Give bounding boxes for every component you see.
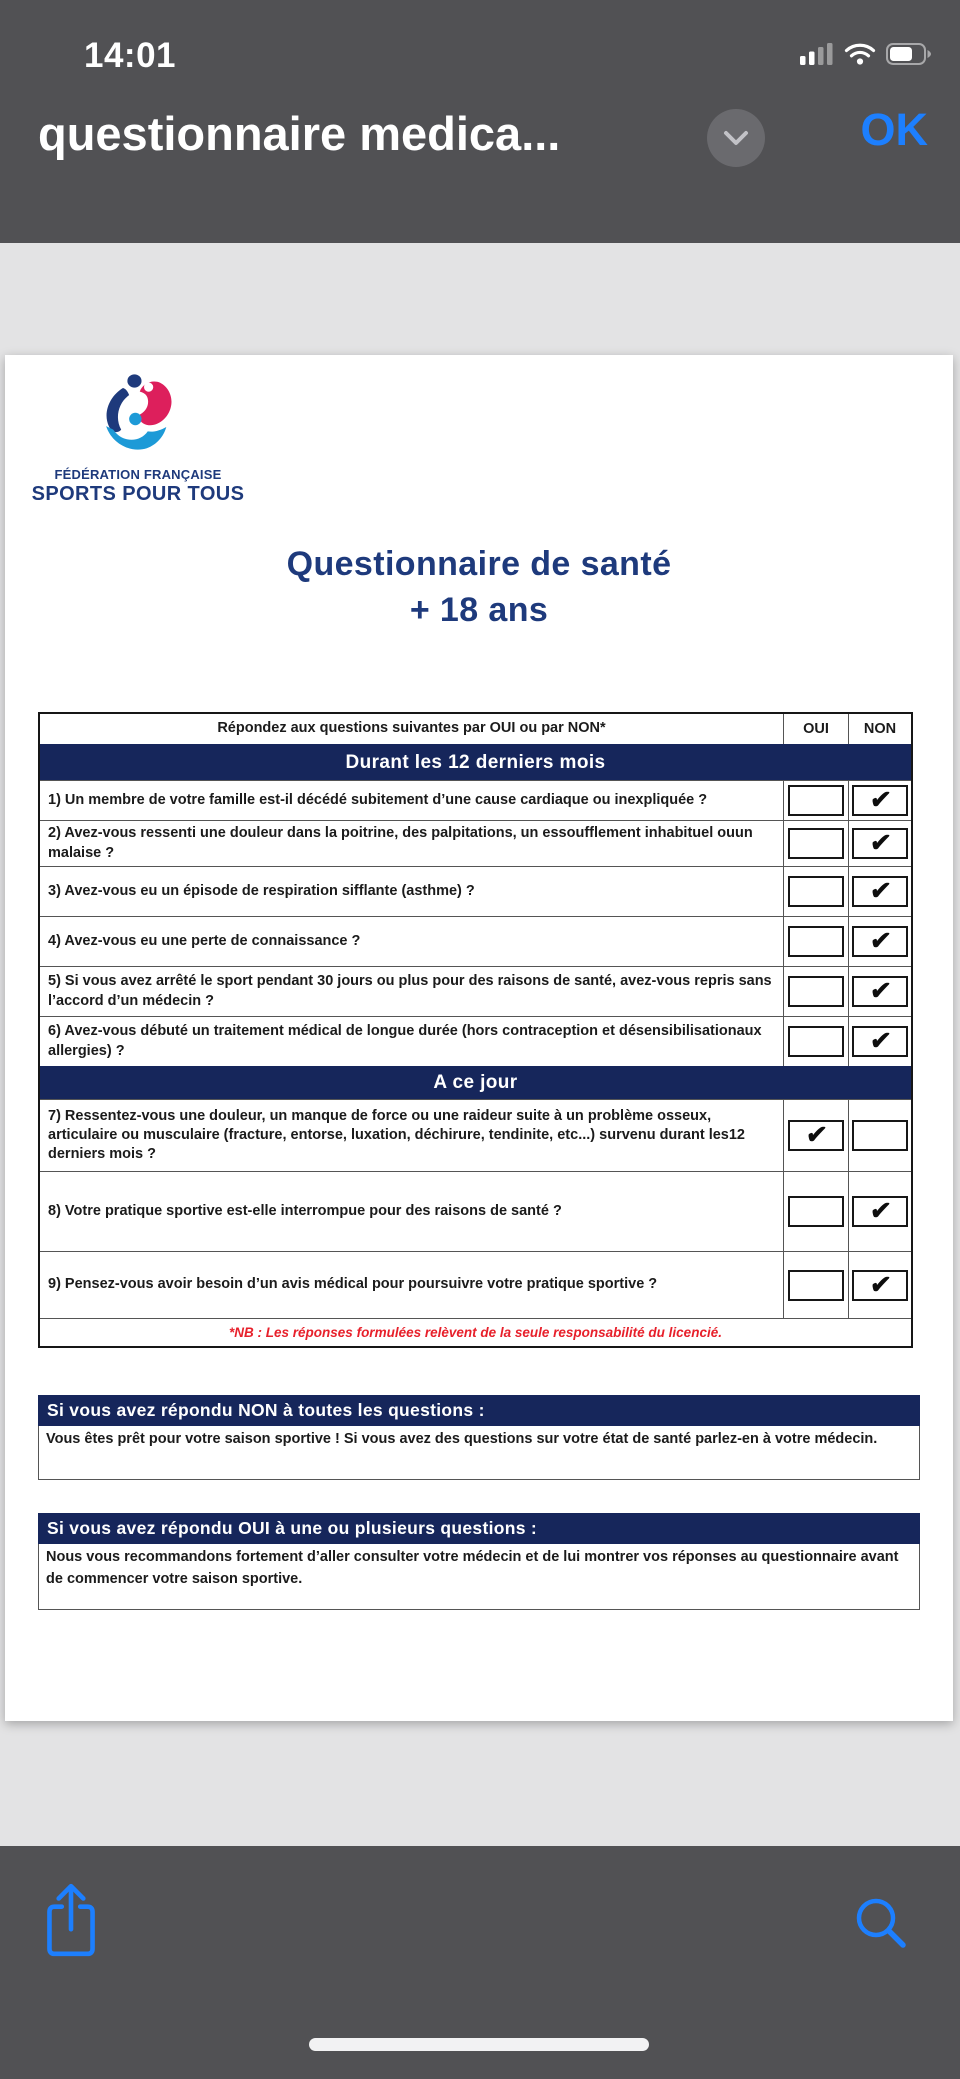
question-text: 4) Avez-vous eu une perte de connaissance ? — [48, 932, 361, 949]
share-button[interactable] — [42, 1880, 100, 1963]
cellular-signal-icon — [800, 43, 834, 65]
checkbox-non-q9[interactable] — [852, 1270, 908, 1301]
table-section-band-12months: Durant les 12 derniers mois — [40, 744, 911, 780]
checkbox-oui-q6[interactable] — [788, 1026, 844, 1057]
check-mark: ✔ — [868, 927, 892, 955]
table-section-band-today: A ce jour — [40, 1066, 911, 1099]
status-time: 14:01 — [84, 36, 177, 75]
header-question-label: Répondez aux questions suivantes par OUI ou par NON* — [217, 720, 606, 737]
question-text: 3) Avez-vous eu un épisode de respiration sifflante (asthme) ? — [48, 882, 475, 899]
bottom-toolbar — [0, 1846, 960, 2079]
result-oui-body: Nous vous recommandons fortement d’aller consulter votre médecin et de lui montrer vos réponses au questionnaire avant de commencer votre saison sportive. — [38, 1544, 920, 1610]
chevron-down-icon — [723, 130, 749, 147]
table-row-q1 — [40, 780, 911, 820]
sports-pour-tous-logo-icon — [93, 373, 183, 465]
table-row-q5 — [40, 966, 911, 1016]
checkbox-oui-q7[interactable] — [788, 1120, 844, 1151]
table-row-q8 — [40, 1171, 911, 1251]
check-mark: ✔ — [868, 1270, 892, 1299]
header-non-label: NON — [848, 714, 911, 744]
checkbox-non-q5[interactable] — [852, 976, 908, 1007]
title-line2: + 18 ans — [409, 591, 549, 629]
checkbox-non-q8[interactable] — [852, 1196, 908, 1227]
check-mark: ✔ — [868, 1027, 892, 1055]
checkbox-oui-q8[interactable] — [788, 1196, 844, 1227]
table-header-row — [40, 714, 911, 744]
document-page — [5, 355, 953, 1721]
checkbox-oui-q9[interactable] — [788, 1270, 844, 1301]
check-mark: ✔ — [868, 977, 892, 1005]
title-dropdown-button[interactable] — [707, 109, 765, 167]
search-button[interactable] — [852, 1894, 910, 1955]
question-text: 7) Ressentez-vous une douleur, un manque de force ou une raideur suite à un problème osseux, articulaire ou musculaire (fracture, entorse, luxation, déchirure, tendinite, etc...) survenu durant les12 derniers mois ? — [48, 1107, 745, 1163]
wifi-icon — [844, 42, 876, 65]
table-footnote: *NB : Les réponses formulées relèvent de la seule responsabilité du licencié. — [40, 1318, 911, 1346]
result-section-oui — [38, 1513, 920, 1610]
checkbox-non-q6[interactable] — [852, 1026, 908, 1057]
result-non-heading: Si vous avez répondu NON à toutes les questions : — [38, 1395, 920, 1426]
check-mark: ✔ — [868, 877, 892, 905]
checkbox-oui-q4[interactable] — [788, 926, 844, 957]
top-chrome — [0, 0, 960, 243]
checkbox-oui-q5[interactable] — [788, 976, 844, 1007]
checkbox-non-q1[interactable] — [852, 785, 908, 816]
header-oui-label: OUI — [783, 714, 848, 744]
file-title: questionnaire medica... — [38, 107, 561, 160]
check-mark: ✔ — [868, 786, 892, 814]
document-scroll-area[interactable] — [0, 243, 960, 1846]
questions-table — [38, 712, 913, 1348]
check-mark: ✔ — [868, 1197, 892, 1225]
table-row-q7 — [40, 1099, 911, 1171]
checkbox-non-q2[interactable] — [852, 828, 908, 859]
logo-text-line2: SPORTS POUR TOUS — [31, 483, 245, 505]
share-icon — [42, 1880, 100, 1960]
checkbox-non-q7[interactable] — [852, 1120, 908, 1151]
result-oui-heading: Si vous avez répondu OUI à une ou plusieurs questions : — [38, 1513, 920, 1544]
result-section-non — [38, 1395, 920, 1480]
status-icons — [800, 42, 932, 65]
questionnaire-title — [5, 541, 953, 633]
battery-icon — [886, 43, 932, 65]
question-text: 2) Avez-vous ressenti une douleur dans la poitrine, des palpitations, un essoufflement inhabituel ouun malaise ? — [48, 825, 753, 861]
question-text: 5) Si vous avez arrêté le sport pendant 30 jours ou plus pour des raisons de santé, avez-vous repris sans l’accord d’un médecin ? — [48, 973, 772, 1009]
ok-button[interactable]: OK — [860, 104, 928, 155]
check-mark: ✔ — [868, 829, 892, 857]
table-row-q6 — [40, 1016, 911, 1066]
table-row-q4 — [40, 916, 911, 966]
question-text: 8) Votre pratique sportive est-elle interrompue pour des raisons de santé ? — [48, 1202, 562, 1219]
check-mark: ✔ — [804, 1121, 828, 1149]
title-line1: Questionnaire de santé — [286, 545, 672, 583]
result-non-body: Vous êtes prêt pour votre saison sportive ! Si vous avez des questions sur votre état de santé parlez-en à votre médecin. — [38, 1426, 920, 1480]
logo-text-line1: FÉDÉRATION FRANÇAISE — [54, 467, 222, 482]
table-row-q9 — [40, 1251, 911, 1318]
federation-logo — [17, 373, 259, 506]
home-indicator[interactable] — [309, 2038, 649, 2051]
checkbox-oui-q3[interactable] — [788, 876, 844, 907]
checkbox-oui-q2[interactable] — [788, 828, 844, 859]
checkbox-non-q4[interactable] — [852, 926, 908, 957]
search-icon — [852, 1894, 910, 1952]
question-text: 1) Un membre de votre famille est-il décédé subitement d’une cause cardiaque ou inexpliquée ? — [48, 791, 708, 808]
table-row-q2 — [40, 820, 911, 866]
table-row-q3 — [40, 866, 911, 916]
checkbox-oui-q1[interactable] — [788, 785, 844, 816]
question-text: 6) Avez-vous débuté un traitement médical de longue durée (hors contraception et désensibilisationaux allergies) ? — [48, 1023, 762, 1059]
question-text: 9) Pensez-vous avoir besoin d’un avis médical pour poursuivre votre pratique sportive ? — [48, 1276, 658, 1293]
checkbox-non-q3[interactable] — [852, 876, 908, 907]
